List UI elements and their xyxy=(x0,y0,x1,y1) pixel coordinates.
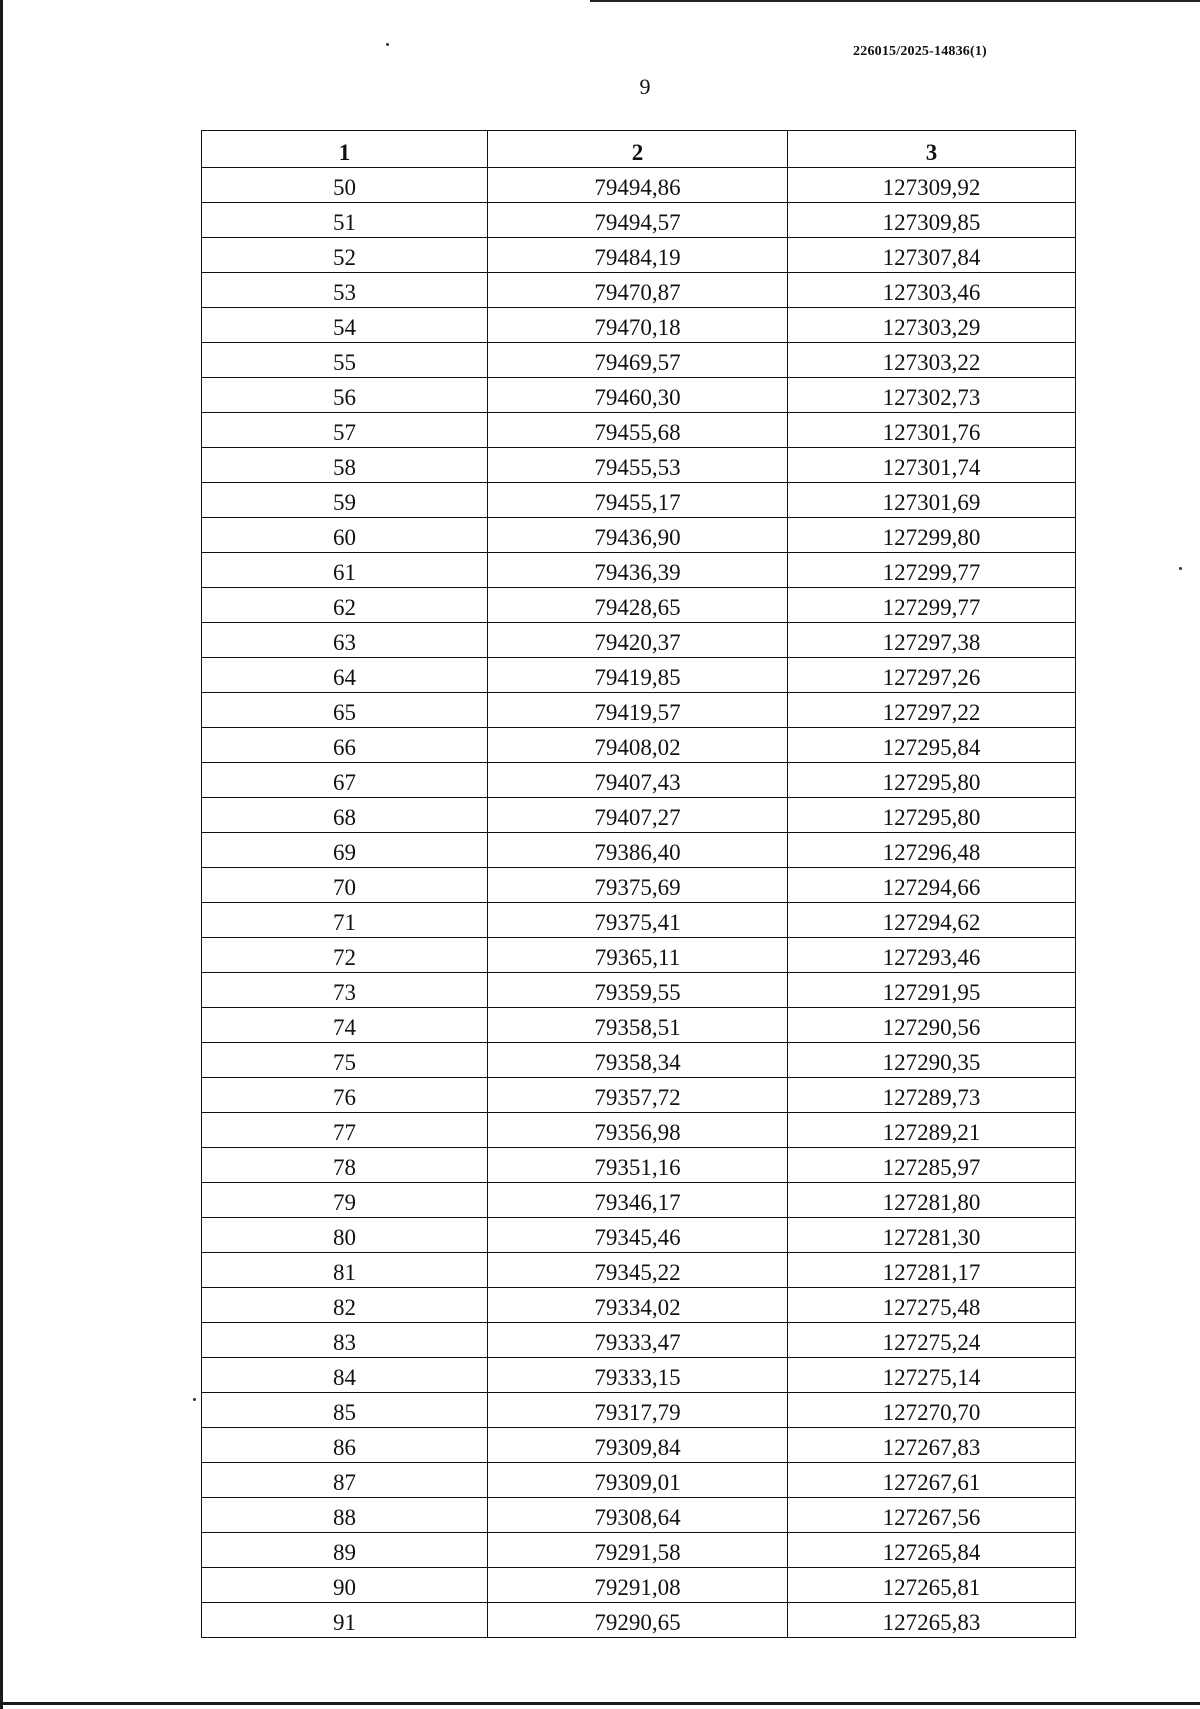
point-number-cell: 89 xyxy=(202,1533,488,1568)
coordinate-y-cell: 127267,83 xyxy=(788,1428,1076,1463)
table-row xyxy=(202,238,1076,273)
coordinate-y-cell: 127297,22 xyxy=(788,693,1076,728)
point-number-cell: 87 xyxy=(202,1463,488,1498)
table-row xyxy=(202,378,1076,413)
table-row xyxy=(202,1253,1076,1288)
coordinate-y-cell: 127267,61 xyxy=(788,1463,1076,1498)
coordinate-x-cell: 79351,16 xyxy=(488,1148,788,1183)
coordinate-y-cell: 127275,48 xyxy=(788,1288,1076,1323)
coordinate-y-cell: 127294,62 xyxy=(788,903,1076,938)
coordinate-y-cell: 127309,85 xyxy=(788,203,1076,238)
point-number-cell: 76 xyxy=(202,1078,488,1113)
scan-bottom-edge xyxy=(0,1702,1200,1705)
table-row xyxy=(202,1008,1076,1043)
point-number-cell: 78 xyxy=(202,1148,488,1183)
coordinate-y-cell: 127301,74 xyxy=(788,448,1076,483)
point-number-cell: 53 xyxy=(202,273,488,308)
table-row xyxy=(202,273,1076,308)
point-number-cell: 65 xyxy=(202,693,488,728)
coordinate-y-cell: 127295,80 xyxy=(788,798,1076,833)
table-row xyxy=(202,1113,1076,1148)
point-number-cell: 70 xyxy=(202,868,488,903)
point-number-cell: 59 xyxy=(202,483,488,518)
coordinate-y-cell: 127302,73 xyxy=(788,378,1076,413)
point-number-cell: 69 xyxy=(202,833,488,868)
table-row xyxy=(202,868,1076,903)
table-row xyxy=(202,798,1076,833)
coordinate-x-cell: 79455,68 xyxy=(488,413,788,448)
point-number-cell: 85 xyxy=(202,1393,488,1428)
coordinate-y-cell: 127297,38 xyxy=(788,623,1076,658)
table-row xyxy=(202,1183,1076,1218)
table-row xyxy=(202,448,1076,483)
table-row xyxy=(202,728,1076,763)
scan-speck xyxy=(386,43,389,46)
point-number-cell: 52 xyxy=(202,238,488,273)
point-number-cell: 72 xyxy=(202,938,488,973)
coordinate-y-cell: 127295,80 xyxy=(788,763,1076,798)
table-row xyxy=(202,763,1076,798)
table-row xyxy=(202,1533,1076,1568)
column-header: 3 xyxy=(788,131,1076,168)
scan-speck xyxy=(193,1398,196,1401)
coordinate-x-cell: 79375,41 xyxy=(488,903,788,938)
coordinate-x-cell: 79494,57 xyxy=(488,203,788,238)
coordinate-x-cell: 79291,08 xyxy=(488,1568,788,1603)
point-number-cell: 91 xyxy=(202,1603,488,1638)
point-number-cell: 73 xyxy=(202,973,488,1008)
coordinate-y-cell: 127301,76 xyxy=(788,413,1076,448)
scan-speck xyxy=(1179,567,1182,570)
point-number-cell: 82 xyxy=(202,1288,488,1323)
table-row xyxy=(202,1498,1076,1533)
coordinate-y-cell: 127303,29 xyxy=(788,308,1076,343)
coordinate-y-cell: 127309,92 xyxy=(788,168,1076,203)
document-reference-number: 226015/2025-14836(1) xyxy=(853,44,987,59)
point-number-cell: 61 xyxy=(202,553,488,588)
table-row xyxy=(202,833,1076,868)
coordinate-y-cell: 127296,48 xyxy=(788,833,1076,868)
coordinate-x-cell: 79436,90 xyxy=(488,518,788,553)
coordinate-y-cell: 127295,84 xyxy=(788,728,1076,763)
coordinate-x-cell: 79455,17 xyxy=(488,483,788,518)
coordinate-x-cell: 79290,65 xyxy=(488,1603,788,1638)
point-number-cell: 55 xyxy=(202,343,488,378)
coordinate-x-cell: 79308,64 xyxy=(488,1498,788,1533)
table-row xyxy=(202,693,1076,728)
column-header: 1 xyxy=(202,131,488,168)
point-number-cell: 71 xyxy=(202,903,488,938)
point-number-cell: 74 xyxy=(202,1008,488,1043)
table-row xyxy=(202,343,1076,378)
point-number-cell: 57 xyxy=(202,413,488,448)
table-row xyxy=(202,483,1076,518)
coordinate-y-cell: 127267,56 xyxy=(788,1498,1076,1533)
coordinate-y-cell: 127281,17 xyxy=(788,1253,1076,1288)
coordinate-y-cell: 127293,46 xyxy=(788,938,1076,973)
coordinate-y-cell: 127299,80 xyxy=(788,518,1076,553)
coordinate-x-cell: 79317,79 xyxy=(488,1393,788,1428)
coordinate-y-cell: 127303,22 xyxy=(788,343,1076,378)
point-number-cell: 90 xyxy=(202,1568,488,1603)
coordinate-x-cell: 79356,98 xyxy=(488,1113,788,1148)
table-row xyxy=(202,1218,1076,1253)
point-number-cell: 84 xyxy=(202,1358,488,1393)
point-number-cell: 79 xyxy=(202,1183,488,1218)
coordinate-y-cell: 127294,66 xyxy=(788,868,1076,903)
coordinate-x-cell: 79428,65 xyxy=(488,588,788,623)
point-number-cell: 58 xyxy=(202,448,488,483)
table-row xyxy=(202,588,1076,623)
coordinate-y-cell: 127299,77 xyxy=(788,553,1076,588)
table-row xyxy=(202,553,1076,588)
table-row xyxy=(202,413,1076,448)
coordinate-y-cell: 127281,80 xyxy=(788,1183,1076,1218)
coordinate-x-cell: 79309,84 xyxy=(488,1428,788,1463)
table-row xyxy=(202,1148,1076,1183)
point-number-cell: 88 xyxy=(202,1498,488,1533)
coordinate-x-cell: 79484,19 xyxy=(488,238,788,273)
coordinate-y-cell: 127275,14 xyxy=(788,1358,1076,1393)
coordinate-y-cell: 127290,56 xyxy=(788,1008,1076,1043)
coordinate-x-cell: 79494,86 xyxy=(488,168,788,203)
coordinate-y-cell: 127297,26 xyxy=(788,658,1076,693)
point-number-cell: 83 xyxy=(202,1323,488,1358)
table-body xyxy=(202,168,1076,1638)
coordinate-x-cell: 79375,69 xyxy=(488,868,788,903)
coordinate-x-cell: 79291,58 xyxy=(488,1533,788,1568)
table-row xyxy=(202,518,1076,553)
page-number: 9 xyxy=(639,74,651,99)
table-row xyxy=(202,1463,1076,1498)
table-row xyxy=(202,658,1076,693)
point-number-cell: 67 xyxy=(202,763,488,798)
coordinate-x-cell: 79365,11 xyxy=(488,938,788,973)
scan-top-edge xyxy=(590,0,1200,2)
table-row xyxy=(202,1393,1076,1428)
coordinate-x-cell: 79469,57 xyxy=(488,343,788,378)
coordinate-x-cell: 79419,85 xyxy=(488,658,788,693)
coordinate-y-cell: 127285,97 xyxy=(788,1148,1076,1183)
point-number-cell: 80 xyxy=(202,1218,488,1253)
coordinate-x-cell: 79309,01 xyxy=(488,1463,788,1498)
coordinate-x-cell: 79346,17 xyxy=(488,1183,788,1218)
table-row xyxy=(202,623,1076,658)
point-number-cell: 81 xyxy=(202,1253,488,1288)
point-number-cell: 54 xyxy=(202,308,488,343)
point-number-cell: 86 xyxy=(202,1428,488,1463)
coordinate-x-cell: 79333,47 xyxy=(488,1323,788,1358)
coordinate-x-cell: 79407,27 xyxy=(488,798,788,833)
table-row xyxy=(202,168,1076,203)
coordinate-x-cell: 79345,46 xyxy=(488,1218,788,1253)
point-number-cell: 68 xyxy=(202,798,488,833)
table-row xyxy=(202,1043,1076,1078)
coordinate-y-cell: 127307,84 xyxy=(788,238,1076,273)
point-number-cell: 51 xyxy=(202,203,488,238)
coordinate-x-cell: 79345,22 xyxy=(488,1253,788,1288)
point-number-cell: 64 xyxy=(202,658,488,693)
coordinate-x-cell: 79470,18 xyxy=(488,308,788,343)
coordinate-x-cell: 79455,53 xyxy=(488,448,788,483)
table-row xyxy=(202,903,1076,938)
table-row xyxy=(202,1078,1076,1113)
coordinate-y-cell: 127289,21 xyxy=(788,1113,1076,1148)
coordinate-x-cell: 79436,39 xyxy=(488,553,788,588)
point-number-cell: 75 xyxy=(202,1043,488,1078)
coordinate-x-cell: 79358,34 xyxy=(488,1043,788,1078)
point-number-cell: 77 xyxy=(202,1113,488,1148)
coordinate-x-cell: 79407,43 xyxy=(488,763,788,798)
coordinate-y-cell: 127265,83 xyxy=(788,1603,1076,1638)
coordinate-y-cell: 127270,70 xyxy=(788,1393,1076,1428)
coordinate-y-cell: 127299,77 xyxy=(788,588,1076,623)
coordinate-y-cell: 127290,35 xyxy=(788,1043,1076,1078)
table-row xyxy=(202,1428,1076,1463)
coordinate-x-cell: 79359,55 xyxy=(488,973,788,1008)
coordinate-x-cell: 79408,02 xyxy=(488,728,788,763)
coordinate-x-cell: 79420,37 xyxy=(488,623,788,658)
coordinate-x-cell: 79460,30 xyxy=(488,378,788,413)
table-row xyxy=(202,973,1076,1008)
table-row xyxy=(202,1288,1076,1323)
table-row xyxy=(202,938,1076,973)
table-row xyxy=(202,203,1076,238)
point-number-cell: 50 xyxy=(202,168,488,203)
point-number-cell: 62 xyxy=(202,588,488,623)
coordinate-y-cell: 127303,46 xyxy=(788,273,1076,308)
coordinate-x-cell: 79334,02 xyxy=(488,1288,788,1323)
point-number-cell: 66 xyxy=(202,728,488,763)
table-header-row xyxy=(202,131,1076,168)
coordinate-y-cell: 127281,30 xyxy=(788,1218,1076,1253)
table-row xyxy=(202,1603,1076,1638)
coordinate-x-cell: 79386,40 xyxy=(488,833,788,868)
point-number-cell: 63 xyxy=(202,623,488,658)
scan-left-edge xyxy=(0,0,3,1709)
coordinate-y-cell: 127265,84 xyxy=(788,1533,1076,1568)
coordinate-x-cell: 79419,57 xyxy=(488,693,788,728)
table-row xyxy=(202,1358,1076,1393)
table-row xyxy=(202,308,1076,343)
coordinate-y-cell: 127291,95 xyxy=(788,973,1076,1008)
table-row xyxy=(202,1568,1076,1603)
coordinate-y-cell: 127301,69 xyxy=(788,483,1076,518)
coordinate-y-cell: 127275,24 xyxy=(788,1323,1076,1358)
column-header: 2 xyxy=(488,131,788,168)
coordinates-table xyxy=(201,130,1076,1638)
point-number-cell: 60 xyxy=(202,518,488,553)
coordinate-x-cell: 79470,87 xyxy=(488,273,788,308)
coordinate-x-cell: 79333,15 xyxy=(488,1358,788,1393)
point-number-cell: 56 xyxy=(202,378,488,413)
table-row xyxy=(202,1323,1076,1358)
coordinate-y-cell: 127289,73 xyxy=(788,1078,1076,1113)
coordinate-x-cell: 79357,72 xyxy=(488,1078,788,1113)
coordinate-x-cell: 79358,51 xyxy=(488,1008,788,1043)
coordinate-y-cell: 127265,81 xyxy=(788,1568,1076,1603)
